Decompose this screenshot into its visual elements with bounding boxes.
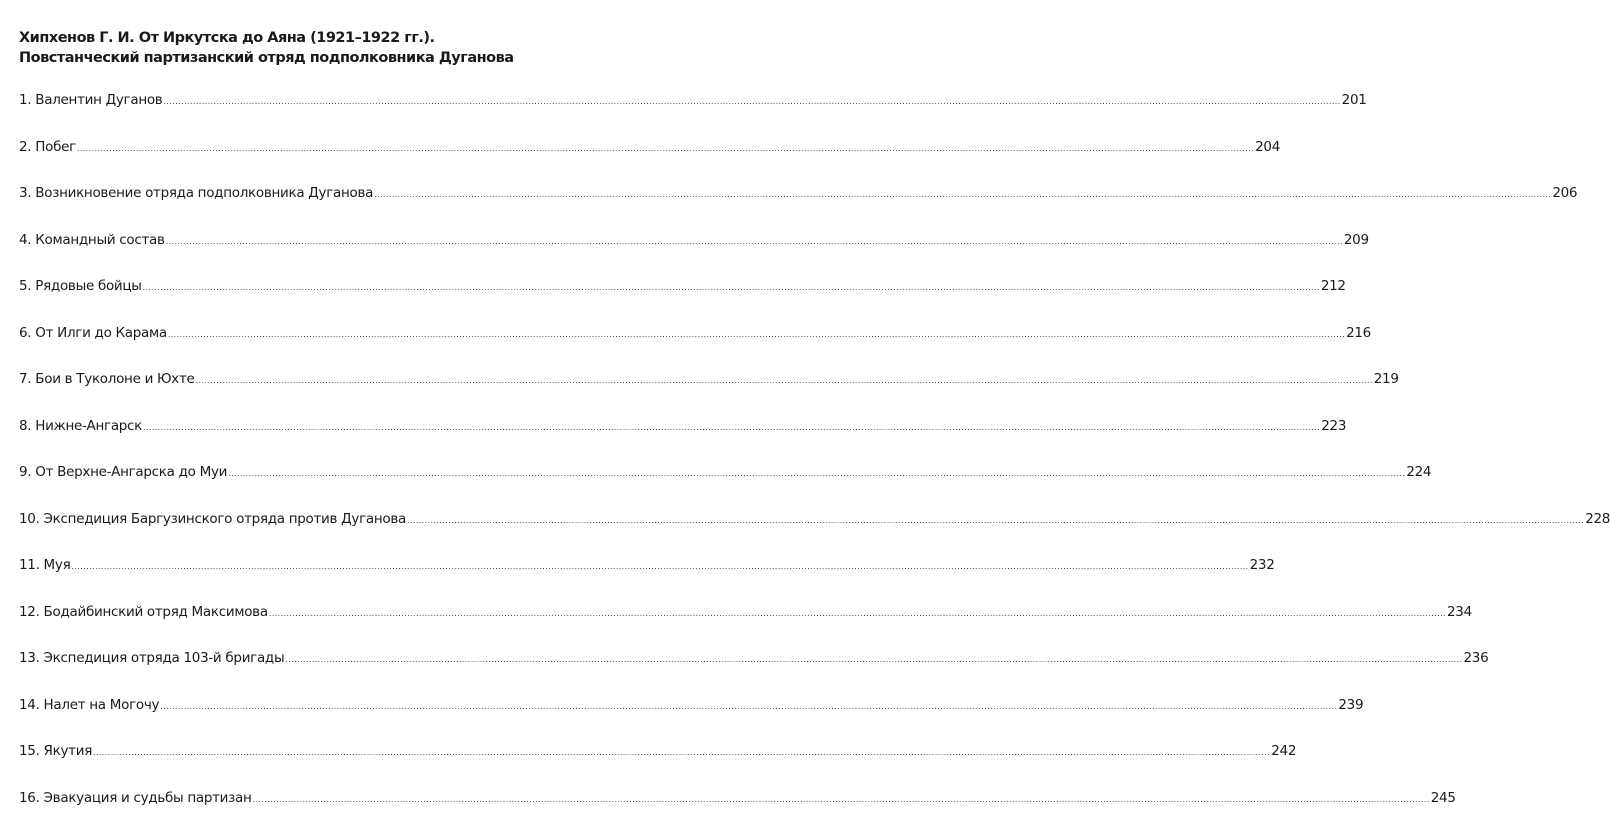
toc-entry-title: 15. Якутия	[19, 741, 92, 761]
toc-entry-title: 2. Побег	[19, 137, 76, 157]
toc-entry-page-number: 236	[1464, 648, 1489, 668]
dot-leader: ................................................................................................................................................................................................................................................................................................................................................................................................................	[71, 557, 1248, 577]
dot-leader: ................................................................................................................................................................................................................................................................................................................................................................................................................	[77, 139, 1254, 159]
dot-leader: ................................................................................................................................................................................................................................................................................................................................................................................................................	[269, 604, 1446, 624]
toc-entry-title: 9. От Верхне-Ангарска до Муи	[19, 462, 227, 482]
dot-leader: ................................................................................................................................................................................................................................................................................................................................................................................................................	[143, 278, 1320, 298]
toc-entry-page-number: 223	[1321, 416, 1346, 436]
dot-leader: ................................................................................................................................................................................................................................................................................................................................................................................................................	[285, 650, 1462, 670]
toc-entry[interactable]	[19, 462, 582, 509]
contents-page	[19, 28, 582, 68]
toc-entry-page-number: 204	[1255, 137, 1280, 157]
toc-entry[interactable]	[19, 137, 582, 184]
toc-entry-title: 8. Нижне-Ангарск	[19, 416, 142, 436]
toc-entry-page-number: 216	[1346, 323, 1371, 343]
dot-leader: ................................................................................................................................................................................................................................................................................................................................................................................................................	[166, 232, 1343, 252]
toc-entry[interactable]	[19, 183, 582, 230]
toc-entry[interactable]	[19, 369, 582, 416]
toc-entry-page-number: 201	[1342, 90, 1367, 110]
dot-leader: ................................................................................................................................................................................................................................................................................................................................................................................................................	[93, 743, 1270, 763]
dot-leader: ................................................................................................................................................................................................................................................................................................................................................................................................................	[228, 464, 1405, 484]
dot-leader: ................................................................................................................................................................................................................................................................................................................................................................................................................	[160, 697, 1337, 717]
table-of-contents	[19, 90, 582, 834]
toc-entry[interactable]	[19, 230, 582, 277]
toc-entry-title: 3. Возникновение отряда подполковника Дуганова	[19, 183, 373, 203]
toc-entry[interactable]	[19, 741, 582, 788]
dot-leader: ................................................................................................................................................................................................................................................................................................................................................................................................................	[196, 371, 1373, 391]
toc-entry-page-number: 242	[1271, 741, 1296, 761]
toc-entry-title: 6. От Илги до Карама	[19, 323, 167, 343]
toc-entry-title: 4. Командный состав	[19, 230, 165, 250]
toc-entry[interactable]	[19, 602, 582, 649]
toc-entry-page-number: 232	[1250, 555, 1275, 575]
toc-entry-title: 7. Бои в Туколоне и Юхте	[19, 369, 195, 389]
toc-entry[interactable]	[19, 695, 582, 742]
toc-entry-title: 16. Эвакуация и судьбы партизан	[19, 788, 252, 808]
toc-entry-title: 1. Валентин Дуганов	[19, 90, 162, 110]
toc-entry-page-number: 228	[1585, 509, 1610, 529]
toc-entry[interactable]	[19, 648, 582, 695]
dot-leader: ................................................................................................................................................................................................................................................................................................................................................................................................................	[143, 418, 1320, 438]
dot-leader: ................................................................................................................................................................................................................................................................................................................................................................................................................	[407, 511, 1584, 531]
heading-line-subtitle: Повстанческий партизанский отряд подполковника Дуганова	[19, 50, 514, 66]
toc-entry-title: 11. Муя	[19, 555, 70, 575]
toc-entry[interactable]	[19, 90, 582, 137]
toc-entry-page-number: 212	[1321, 276, 1346, 296]
heading-line-author-title: Хипхенов Г. И. От Иркутска до Аяна (1921–1922 гг.).	[19, 30, 435, 46]
toc-entry-title: 14. Налет на Могочу	[19, 695, 159, 715]
toc-entry-title: 10. Экспедиция Баргузинского отряда против Дуганова	[19, 509, 406, 529]
toc-entry-title: 12. Бодайбинский отряд Максимова	[19, 602, 268, 622]
toc-entry[interactable]	[19, 788, 582, 834]
toc-entry-title: 5. Рядовые бойцы	[19, 276, 142, 296]
toc-entry-page-number: 245	[1431, 788, 1456, 808]
toc-entry-title: 13. Экспедиция отряда 103-й бригады	[19, 648, 284, 668]
toc-entry-page-number: 206	[1552, 183, 1577, 203]
toc-entry[interactable]	[19, 276, 582, 323]
toc-entry-page-number: 209	[1344, 230, 1369, 250]
dot-leader: ................................................................................................................................................................................................................................................................................................................................................................................................................	[163, 92, 1340, 112]
toc-entry[interactable]	[19, 509, 582, 556]
toc-entry[interactable]	[19, 323, 582, 370]
toc-entry[interactable]	[19, 416, 582, 463]
toc-entry[interactable]	[19, 555, 582, 602]
dot-leader: ................................................................................................................................................................................................................................................................................................................................................................................................................	[168, 325, 1345, 345]
dot-leader: ................................................................................................................................................................................................................................................................................................................................................................................................................	[374, 185, 1551, 205]
toc-entry-page-number: 239	[1338, 695, 1363, 715]
toc-entry-page-number: 234	[1447, 602, 1472, 622]
document-heading	[19, 28, 582, 68]
toc-entry-page-number: 224	[1406, 462, 1431, 482]
dot-leader: ................................................................................................................................................................................................................................................................................................................................................................................................................	[253, 790, 1430, 810]
toc-entry-page-number: 219	[1374, 369, 1399, 389]
